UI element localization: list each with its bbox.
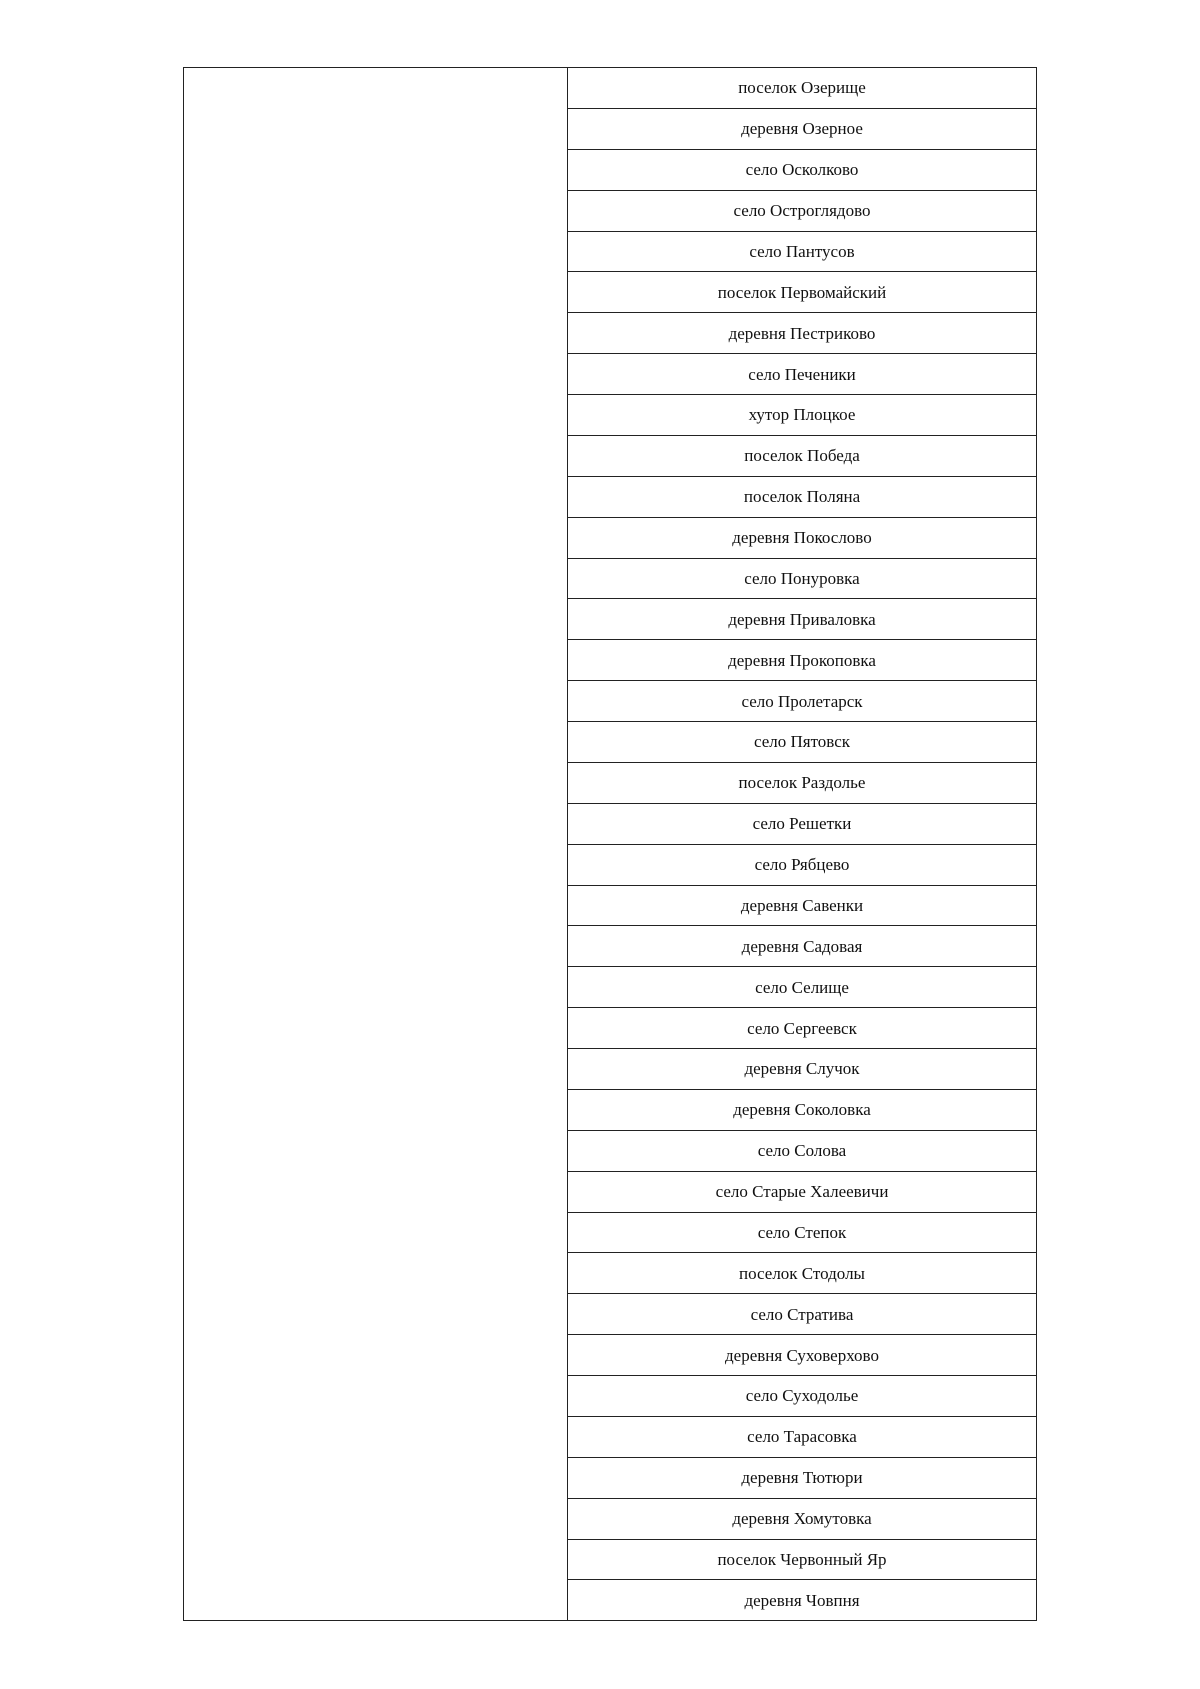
table-row [568, 1131, 1036, 1172]
settlement-name: поселок Озерище [738, 78, 866, 98]
table-row [568, 150, 1036, 191]
table-row [568, 1294, 1036, 1335]
settlement-name: село Осколково [745, 160, 859, 180]
settlement-name: село Сергеевск [747, 1018, 857, 1038]
settlement-name: деревня Пестриково [728, 323, 876, 343]
table-row [568, 967, 1036, 1008]
settlement-name: село Рябцево [754, 855, 850, 875]
settlement-name: село Стратива [750, 1304, 854, 1324]
settlement-name: село Решетки [752, 814, 852, 834]
settlement-name: поселок Первомайский [717, 282, 887, 302]
settlement-name: село Пантусов [749, 241, 855, 261]
settlement-name: село Остроглядово [733, 201, 871, 221]
settlement-name: поселок Раздолье [738, 773, 866, 793]
table-row [568, 68, 1036, 109]
table-row [568, 559, 1036, 600]
table-row [568, 272, 1036, 313]
table-row [568, 436, 1036, 477]
settlement-name: село Тарасовка [747, 1427, 857, 1447]
table-row [568, 395, 1036, 436]
settlement-name: село Печеники [748, 364, 856, 384]
table-row [568, 1540, 1036, 1581]
settlement-name: деревня Тютюри [741, 1468, 863, 1488]
settlement-name: деревня Озерное [741, 119, 863, 139]
table-row [568, 926, 1036, 967]
table-row [568, 804, 1036, 845]
settlement-name: поселок Победа [744, 446, 860, 466]
table-row [568, 1417, 1036, 1458]
settlement-name: деревня Соколовка [733, 1100, 871, 1120]
settlement-name: поселок Червонный Яр [717, 1549, 887, 1569]
table-row [568, 477, 1036, 518]
table-row [568, 640, 1036, 681]
table-row [568, 232, 1036, 273]
table-row [568, 1213, 1036, 1254]
settlements-table [183, 67, 1037, 1621]
settlement-name: деревня Случок [744, 1059, 860, 1079]
settlement-name: деревня Садовая [741, 936, 863, 956]
settlement-name: село Пролетарск [741, 691, 863, 711]
settlement-name: село Суходолье [745, 1386, 859, 1406]
table-row [568, 191, 1036, 232]
table-row [568, 599, 1036, 640]
settlement-name: деревня Покослово [732, 528, 872, 548]
settlement-name: село Пятовск [753, 732, 851, 752]
table-row [568, 1172, 1036, 1213]
settlement-name: село Селище [755, 977, 849, 997]
table-row [568, 354, 1036, 395]
settlement-name: деревня Суховерхово [725, 1345, 879, 1365]
settlements-column [568, 68, 1036, 1620]
table-row [568, 518, 1036, 559]
table-row [568, 313, 1036, 354]
table-row [568, 722, 1036, 763]
settlement-name: деревня Приваловка [728, 609, 876, 629]
table-row [568, 1376, 1036, 1417]
table-row [568, 763, 1036, 804]
table-row [568, 1008, 1036, 1049]
settlement-name: село Старые Халеевичи [715, 1182, 889, 1202]
table-row [568, 845, 1036, 886]
table-row [568, 1458, 1036, 1499]
table-row [568, 109, 1036, 150]
table-row [568, 681, 1036, 722]
settlement-name: деревня Хомутовка [732, 1509, 872, 1529]
settlement-name: поселок Поляна [743, 487, 861, 507]
table-row [568, 1253, 1036, 1294]
table-row [568, 886, 1036, 927]
table-row [568, 1335, 1036, 1376]
table-row [568, 1090, 1036, 1131]
table-row [568, 1499, 1036, 1540]
settlement-name: село Солова [757, 1141, 847, 1161]
settlement-name: село Понуровка [744, 568, 860, 588]
table-left-cell [184, 68, 568, 1620]
table-row [568, 1049, 1036, 1090]
settlement-name: деревня Прокоповка [728, 650, 876, 670]
settlement-name: село Степок [757, 1222, 847, 1242]
table-row [568, 1580, 1036, 1620]
settlement-name: поселок Стодолы [739, 1263, 865, 1283]
settlement-name: деревня Човпня [744, 1590, 860, 1610]
settlement-name: хутор Плоцкое [748, 405, 856, 425]
settlement-name: деревня Савенки [740, 895, 864, 915]
